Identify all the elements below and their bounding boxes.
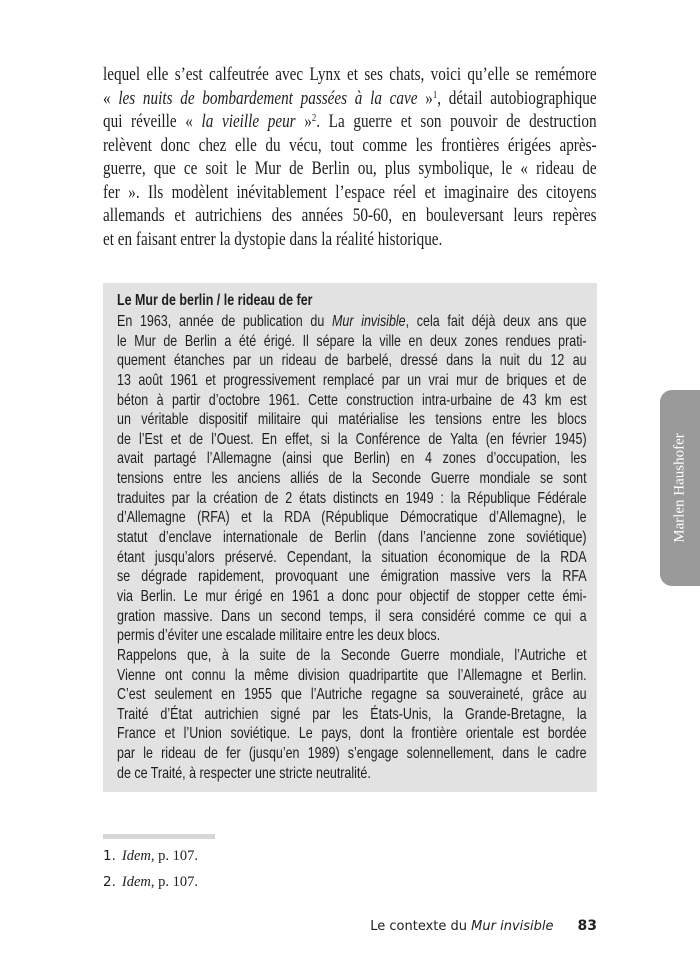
body-paragraph [103, 63, 597, 251]
text: 13 août 1961 et progressivement remplacé par un vrai mur de briques et de [117, 371, 587, 389]
box-body [117, 312, 587, 783]
footnote-2 [103, 874, 198, 891]
footnote-text: , p. 107. [150, 874, 199, 890]
text-line [117, 489, 587, 509]
text-line [117, 764, 587, 784]
text: Traité d’État autrichien signé par les États-Unis, la Grande-Bretagne, la [117, 705, 587, 723]
footer-prefix: Le contexte du [370, 919, 472, 934]
text-line [117, 705, 587, 725]
text-line [103, 228, 597, 252]
text: , détail autobiographique [437, 87, 597, 109]
text-line [117, 351, 587, 371]
text-line [117, 430, 587, 450]
text-line [117, 666, 587, 686]
text: béton à partir d’octobre 1961. Cette construction intra-urbaine de 43 km est [117, 391, 587, 409]
italic-text: les nuits de bombardement passées à la cave [118, 87, 418, 109]
footnote-1 [103, 848, 198, 865]
chapter-tab [660, 390, 700, 586]
running-footer [370, 918, 597, 934]
footnote-ref: Idem [121, 848, 151, 864]
text: qui réveille « [103, 111, 202, 132]
text: Vienne ont connu la même division quadripartite que l’Allemagne et Berlin. [117, 666, 587, 684]
text: d’Allemagne (RFA) et la RDA (République Démocratique d’Allemagne), le [117, 509, 587, 527]
text: statut d’enclave internationale de Berlin (dans l’ancienne zone soviétique) [117, 529, 587, 547]
text: France et l’Union soviétique. Le pays, dont la frontière orientale est bordée [117, 725, 587, 743]
footnote-text: , p. 107. [150, 848, 199, 864]
footnote-ref: Idem [121, 874, 151, 890]
text: allemands et autrichiens des années 50-60, en bouleversant leurs repères [103, 205, 597, 226]
text: se dégrade rapidement, provoquant une émigration massive vers la RFA [117, 568, 587, 586]
text: un véritable dispositif militaire qui matérialise les tensions entre les blocs [117, 411, 587, 429]
text-line [117, 371, 587, 391]
text-line [117, 410, 587, 430]
italic-text: Mur invisible [332, 313, 406, 330]
text: , cela fait déjà deux ans que [405, 313, 587, 330]
footnote-number: 2. [103, 874, 116, 890]
text-line [103, 63, 597, 87]
text: En 1963, année de publication du [117, 313, 332, 330]
footnote-number: 1. [103, 848, 116, 864]
text: avait partagé l’Allemagne (ainsi que Berlin) en 4 zones d’occupation, les [117, 450, 587, 468]
text: guerre, que ce soit le Mur de Berlin ou, plus symbolique, le « rideau de [103, 158, 597, 179]
text-line [117, 332, 587, 352]
text: » [417, 87, 433, 109]
text-line [117, 508, 587, 528]
text: fer ». Ils modèlent inévitablement l’espace réel et imaginaire des citoyens [103, 181, 597, 203]
text: « [103, 87, 119, 109]
text-line [117, 469, 587, 489]
text: via Berlin. Le mur érigé en 1961 a donc pour objectif de stopper cette émi- [117, 587, 587, 605]
footnote-divider [103, 834, 215, 839]
text: étant jusqu’alors préservé. Cependant, la situation économique de la RDA [117, 548, 587, 566]
text: C’est seulement en 1955 que l’Autriche regagne sa souveraineté, grâce au [117, 686, 587, 704]
footer-title: Mur invisible [471, 919, 554, 934]
text-line [117, 646, 587, 666]
text-line [103, 110, 597, 134]
text: tensions entre les anciens alliés de la Seconde Guerre mondiale se sont [117, 470, 587, 488]
text-line [117, 744, 587, 764]
chapter-tab-label: Marlen Haushofer [671, 433, 688, 543]
footnote-marker: 1 [432, 88, 438, 101]
text: relèvent donc chez elle du vécu, tout comme les frontières érigées après- [103, 134, 597, 156]
text: et en faisant entrer la dystopie dans la réalité historique. [103, 228, 443, 250]
text: le Mur de Berlin a été érigé. Il sépare la ville en deux zones rendues prati- [117, 332, 587, 350]
page-number: 83 [577, 918, 597, 934]
text: » [295, 111, 312, 132]
text-line [117, 724, 587, 744]
box-title: Le Mur de berlin / le rideau de fer [117, 292, 313, 309]
italic-text: la vieille peur [201, 111, 296, 132]
text-line [117, 528, 587, 548]
text: traduites par la création de 2 états distincts en 1949 : la République Fédérale [117, 489, 587, 507]
text-line [103, 157, 597, 181]
text-line [117, 587, 587, 607]
text: de ce Traité, à respecter une stricte neutralité. [117, 764, 371, 782]
text-line [117, 685, 587, 705]
text-line [103, 181, 597, 205]
text-line [117, 607, 587, 627]
text: quement étanches par un rideau de barbelé, dressé dans la nuit du 12 au [117, 352, 587, 370]
text: lequel elle s’est calfeutrée avec Lynx et ses chats, voici qu’elle se remémore [103, 64, 597, 85]
text-line [103, 134, 597, 158]
text: . La guerre et son pouvoir de destruction [316, 111, 597, 132]
text-line [117, 449, 587, 469]
text: permis d’éviter une escalade militaire entre les deux blocs. [117, 627, 441, 645]
text: de l’Est et de l’Ouest. En effet, si la Conférence de Yalta (en février 1945) [117, 430, 587, 448]
sidebar-box [103, 283, 597, 792]
text-line [117, 567, 587, 587]
text-line [117, 391, 587, 411]
text: par le rideau de fer (jusqu’en 1989) s’engage solennellement, dans le cadre [117, 745, 587, 763]
text: Rappelons que, à la suite de la Seconde Guerre mondiale, l’Autriche et [117, 646, 587, 664]
text-line [103, 204, 597, 228]
text-line [103, 87, 597, 111]
text-line [117, 312, 587, 332]
text-line [117, 626, 587, 646]
text: gration massive. Dans un second temps, il sera considéré comme ce qui a [117, 607, 587, 625]
text-line [117, 548, 587, 568]
footnote-marker: 2 [311, 112, 317, 124]
